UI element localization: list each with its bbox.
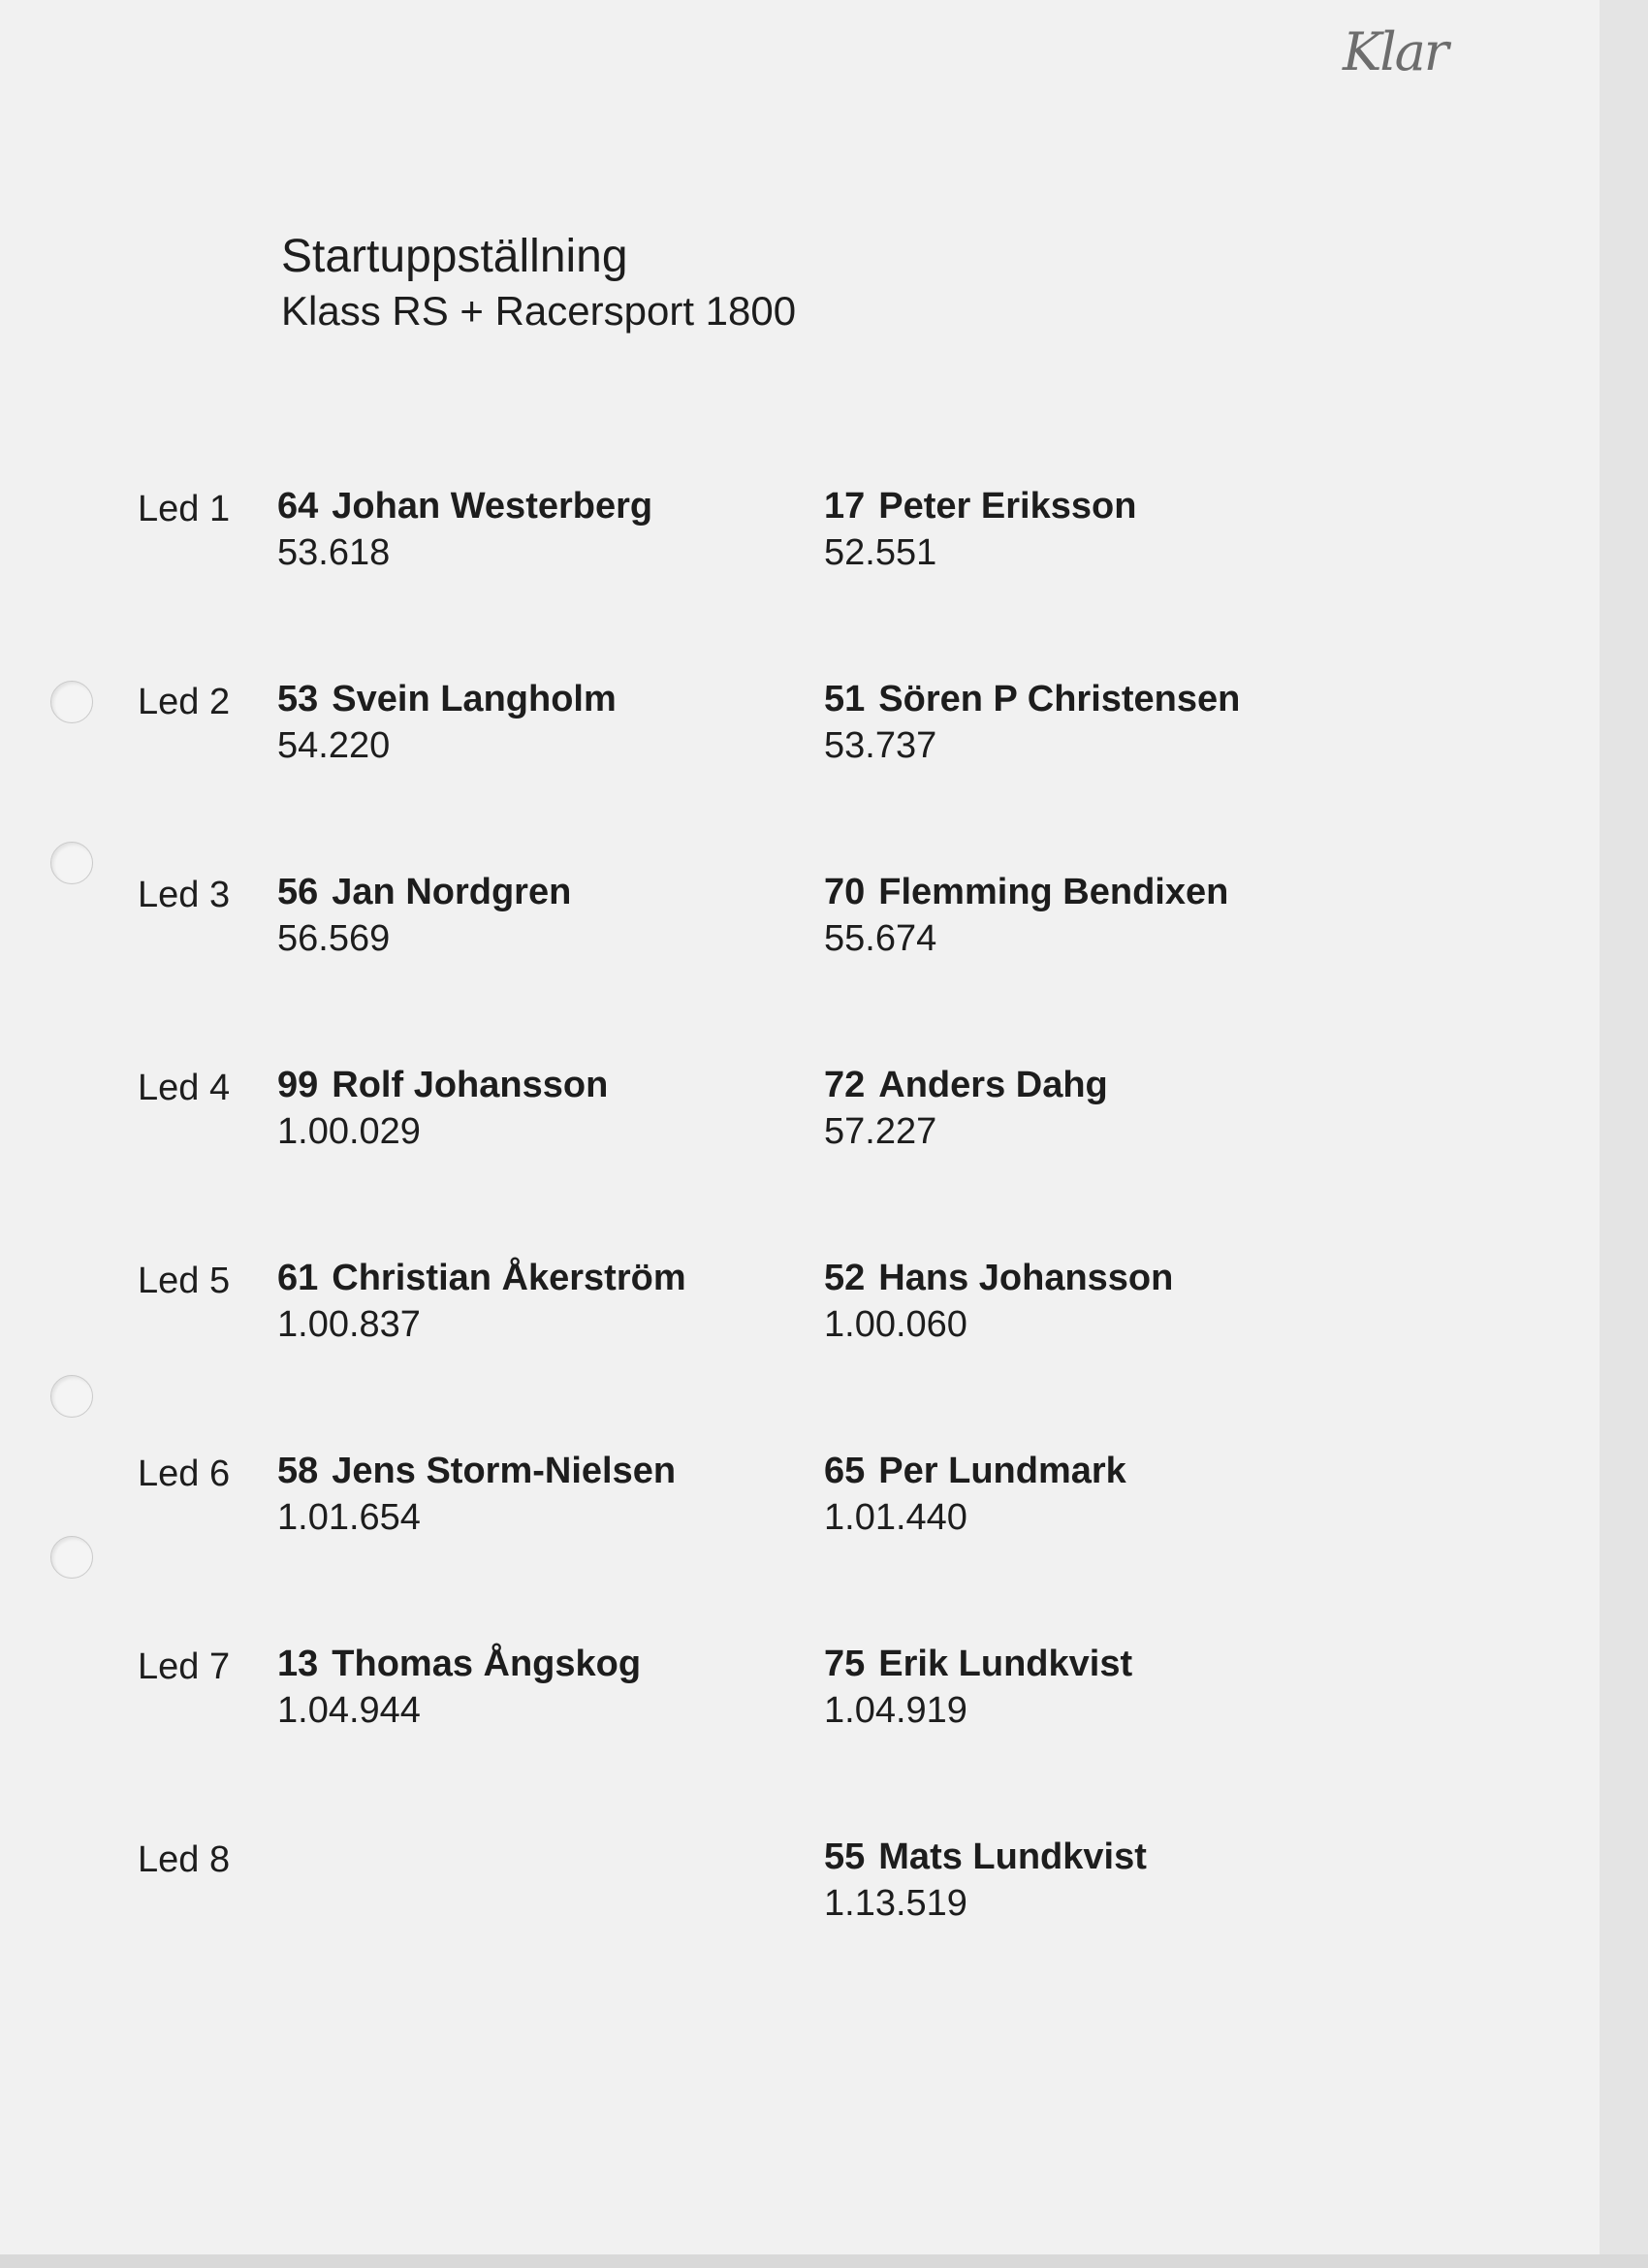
- row-label: Led 2: [138, 682, 231, 722]
- driver-name: Hans Johansson: [878, 1258, 1174, 1298]
- driver-name: Peter Eriksson: [878, 486, 1137, 527]
- driver-entry-left: [277, 1641, 641, 1734]
- grid-row: [128, 1641, 1388, 1834]
- qualifying-time: 56.569: [277, 918, 391, 959]
- start-number: 64: [277, 486, 319, 527]
- start-number: 75: [824, 1644, 866, 1684]
- driver-entry-left: [277, 1255, 686, 1348]
- document-header: [281, 229, 796, 337]
- punch-hole-4: [50, 1536, 93, 1579]
- start-number: 51: [824, 679, 866, 719]
- start-number: 17: [824, 486, 866, 527]
- start-number: 99: [277, 1065, 319, 1105]
- row-label: Led 5: [138, 1261, 231, 1301]
- start-number: 13: [277, 1644, 319, 1684]
- driver-entry-right: [824, 676, 1240, 769]
- punch-hole-1: [50, 681, 93, 723]
- driver-entry-right: [824, 1062, 1108, 1155]
- driver-name: Svein Langholm: [332, 679, 617, 719]
- start-number: 55: [824, 1837, 866, 1877]
- driver-line: [277, 1448, 676, 1494]
- start-number: 53: [277, 679, 319, 719]
- punch-hole-3: [50, 1375, 93, 1418]
- punch-hole-2: [50, 842, 93, 884]
- driver-line: [277, 483, 652, 529]
- driver-name: Thomas Ångskog: [332, 1644, 642, 1684]
- grid-row: [128, 483, 1388, 676]
- driver-entry-left: [277, 1448, 676, 1541]
- row-label: Led 3: [138, 875, 231, 915]
- driver-name: Per Lundmark: [878, 1451, 1126, 1491]
- driver-name: Christian Åkerström: [332, 1258, 686, 1298]
- starting-grid: [128, 483, 1388, 2027]
- driver-entry-right: [824, 1641, 1132, 1734]
- row-label: Led 4: [138, 1068, 231, 1108]
- driver-entry-left: [277, 869, 571, 962]
- driver-line: [824, 1062, 1108, 1108]
- driver-name: Sören P Christensen: [878, 679, 1241, 719]
- driver-entry-right: [824, 1834, 1147, 1927]
- driver-name: Jens Storm-Nielsen: [332, 1451, 677, 1491]
- start-number: 70: [824, 872, 866, 912]
- driver-line: [277, 1641, 641, 1687]
- driver-entry-left: [277, 1062, 608, 1155]
- driver-name: Jan Nordgren: [332, 872, 572, 912]
- scan-bottom-edge: [0, 2254, 1648, 2268]
- qualifying-time: 53.737: [824, 725, 937, 766]
- start-number: 58: [277, 1451, 319, 1491]
- driver-line: [824, 1834, 1147, 1880]
- document-subtitle: Klass RS + Racersport 1800: [281, 288, 797, 334]
- qualifying-time: 1.01.654: [277, 1497, 421, 1538]
- driver-name: Johan Westerberg: [332, 486, 653, 527]
- driver-entry-right: [824, 869, 1228, 962]
- qualifying-time: 54.220: [277, 725, 391, 766]
- driver-line: [277, 1062, 608, 1108]
- start-number: 61: [277, 1258, 319, 1298]
- grid-row: [128, 869, 1388, 1062]
- qualifying-time: 1.00.060: [824, 1304, 967, 1345]
- qualifying-time: 52.551: [824, 532, 937, 573]
- qualifying-time: 1.04.944: [277, 1690, 421, 1731]
- driver-line: [824, 1448, 1126, 1494]
- row-label: Led 8: [138, 1839, 231, 1880]
- qualifying-time: 55.674: [824, 918, 937, 959]
- driver-line: [824, 869, 1228, 915]
- grid-row: [128, 1834, 1388, 2027]
- driver-line: [277, 869, 571, 915]
- grid-row: [128, 1448, 1388, 1641]
- driver-name: Rolf Johansson: [332, 1065, 609, 1105]
- driver-line: [824, 676, 1240, 722]
- driver-line: [824, 1641, 1132, 1687]
- row-label: Led 6: [138, 1453, 231, 1494]
- qualifying-time: 1.00.837: [277, 1304, 421, 1345]
- start-number: 52: [824, 1258, 866, 1298]
- handwritten-annotation: Klar: [1343, 21, 1447, 82]
- qualifying-time: 1.13.519: [824, 1883, 967, 1924]
- driver-name: Mats Lundkvist: [878, 1837, 1147, 1877]
- driver-entry-right: [824, 483, 1136, 576]
- driver-name: Anders Dahg: [878, 1065, 1108, 1105]
- qualifying-time: 1.04.919: [824, 1690, 967, 1731]
- driver-entry-right: [824, 1448, 1126, 1541]
- scan-margin: [1600, 0, 1648, 2268]
- driver-line: [824, 483, 1136, 529]
- start-number: 65: [824, 1451, 866, 1491]
- driver-line: [277, 676, 617, 722]
- grid-row: [128, 1255, 1388, 1448]
- document-title: Startuppställning: [281, 231, 628, 282]
- qualifying-time: 53.618: [277, 532, 391, 573]
- grid-row: [128, 1062, 1388, 1255]
- driver-line: [277, 1255, 686, 1301]
- driver-entry-right: [824, 1255, 1173, 1348]
- row-label: Led 1: [138, 489, 231, 529]
- grid-row: [128, 676, 1388, 869]
- row-label: Led 7: [138, 1646, 231, 1687]
- qualifying-time: 1.00.029: [277, 1111, 421, 1152]
- driver-name: Erik Lundkvist: [878, 1644, 1133, 1684]
- driver-entry-left: [277, 483, 652, 576]
- driver-entry-left: [277, 676, 617, 769]
- qualifying-time: 57.227: [824, 1111, 937, 1152]
- start-number: 72: [824, 1065, 866, 1105]
- driver-name: Flemming Bendixen: [878, 872, 1229, 912]
- qualifying-time: 1.01.440: [824, 1497, 967, 1538]
- driver-line: [824, 1255, 1173, 1301]
- start-number: 56: [277, 872, 319, 912]
